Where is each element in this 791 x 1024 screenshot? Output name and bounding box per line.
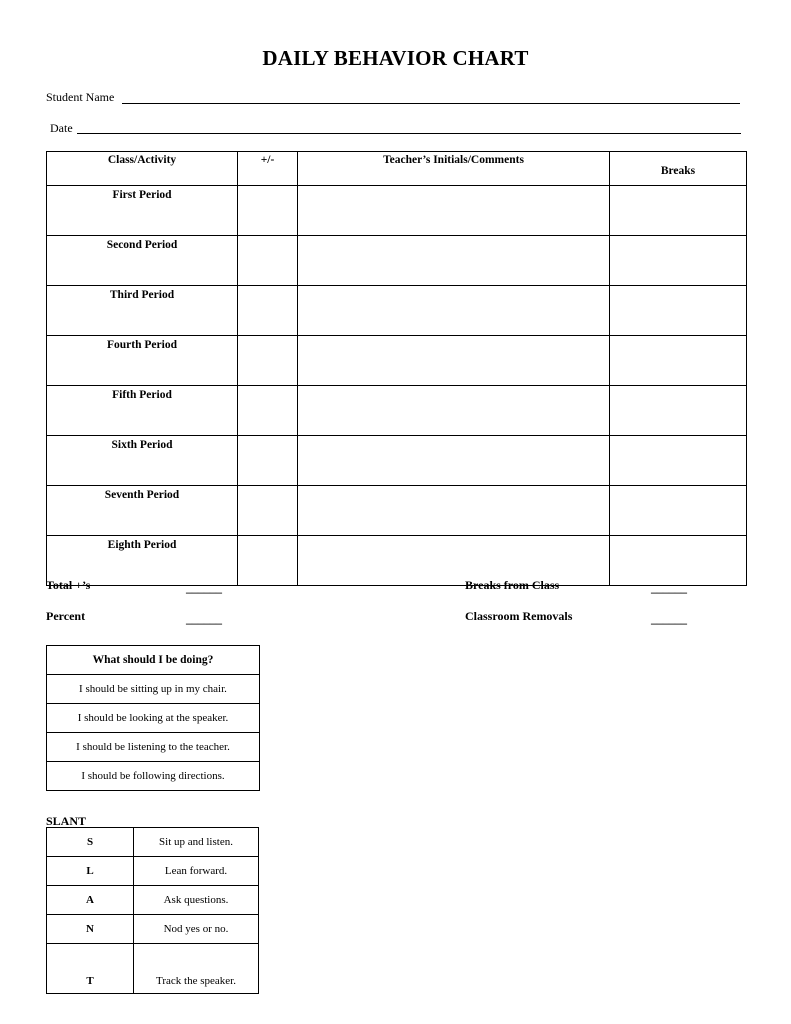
plus-minus-cell[interactable] <box>238 486 298 536</box>
period-label: Second Period <box>47 236 238 286</box>
table-row <box>47 286 747 336</box>
percent-label: Percent <box>46 609 86 623</box>
table-row <box>47 886 259 915</box>
classroom-removals-blank[interactable]: ______ <box>651 612 687 626</box>
period-label: Fifth Period <box>47 386 238 436</box>
table-row <box>47 944 259 994</box>
comments-cell[interactable] <box>298 236 610 286</box>
expectations-table <box>46 645 260 791</box>
expectations-header: What should I be doing? <box>47 646 260 675</box>
plus-minus-cell[interactable] <box>238 386 298 436</box>
slant-text: Ask questions. <box>134 886 259 915</box>
breaks-cell[interactable] <box>610 336 747 386</box>
student-name-label: Student Name <box>46 90 115 104</box>
plus-minus-cell[interactable] <box>238 286 298 336</box>
comments-cell[interactable] <box>298 436 610 486</box>
list-item: I should be following directions. <box>47 762 260 791</box>
breaks-cell[interactable] <box>610 286 747 336</box>
slant-text: Track the speaker. <box>134 944 259 994</box>
list-item: I should be sitting up in my chair. <box>47 675 260 704</box>
table-row <box>47 857 259 886</box>
breaks-cell[interactable] <box>610 186 747 236</box>
plus-minus-cell[interactable] <box>238 436 298 486</box>
period-label: Eighth Period <box>47 536 238 586</box>
table-row <box>47 386 747 436</box>
table-row <box>47 536 747 586</box>
slant-letter: L <box>47 857 134 886</box>
plus-minus-cell[interactable] <box>238 186 298 236</box>
table-row <box>47 436 747 486</box>
breaks-cell[interactable] <box>610 536 747 586</box>
percent-blank[interactable]: ______ <box>186 612 222 626</box>
comments-cell[interactable] <box>298 286 610 336</box>
breaks-from-class-label: Breaks from Class <box>465 578 560 592</box>
slant-text: Sit up and listen. <box>134 828 259 857</box>
comments-cell[interactable] <box>298 386 610 436</box>
breaks-cell[interactable] <box>610 236 747 286</box>
date-field[interactable] <box>77 133 741 134</box>
header-class-activity: Class/Activity <box>47 152 238 186</box>
header-comments: Teacher’s Initials/Comments <box>298 152 610 186</box>
table-row <box>47 236 747 286</box>
list-item: I should be looking at the speaker. <box>47 704 260 733</box>
slant-letter: A <box>47 886 134 915</box>
table-row <box>47 486 747 536</box>
table-row <box>47 915 259 944</box>
slant-title: SLANT <box>46 814 87 828</box>
classroom-removals-label: Classroom Removals <box>465 609 573 623</box>
period-label: First Period <box>47 186 238 236</box>
list-item: I should be listening to the teacher. <box>47 733 260 762</box>
period-label: Sixth Period <box>47 436 238 486</box>
comments-cell[interactable] <box>298 486 610 536</box>
slant-text: Nod yes or no. <box>134 915 259 944</box>
plus-minus-cell[interactable] <box>238 236 298 286</box>
plus-minus-cell[interactable] <box>238 536 298 586</box>
period-label: Seventh Period <box>47 486 238 536</box>
comments-cell[interactable] <box>298 536 610 586</box>
slant-letter: S <box>47 828 134 857</box>
student-name-field[interactable] <box>122 103 740 104</box>
breaks-from-class-blank[interactable]: ______ <box>651 581 687 595</box>
period-label: Fourth Period <box>47 336 238 386</box>
page-title: DAILY BEHAVIOR CHART <box>262 46 529 70</box>
slant-letter: T <box>47 944 134 994</box>
plus-minus-cell[interactable] <box>238 336 298 386</box>
table-row <box>47 828 259 857</box>
header-breaks: Breaks <box>610 152 747 186</box>
header-plus-minus: +/- <box>238 152 298 186</box>
breaks-cell[interactable] <box>610 486 747 536</box>
total-blank[interactable]: ______ <box>186 581 222 595</box>
period-label: Third Period <box>47 286 238 336</box>
date-label: Date <box>50 121 73 135</box>
table-row <box>47 336 747 386</box>
table-row <box>47 186 747 236</box>
table-header-row <box>47 152 747 186</box>
comments-cell[interactable] <box>298 336 610 386</box>
slant-text: Lean forward. <box>134 857 259 886</box>
slant-letter: N <box>47 915 134 944</box>
total-label: Total +’s <box>46 578 91 592</box>
breaks-cell[interactable] <box>610 436 747 486</box>
breaks-cell[interactable] <box>610 386 747 436</box>
comments-cell[interactable] <box>298 186 610 236</box>
behavior-table <box>46 151 747 586</box>
slant-table <box>46 827 259 994</box>
